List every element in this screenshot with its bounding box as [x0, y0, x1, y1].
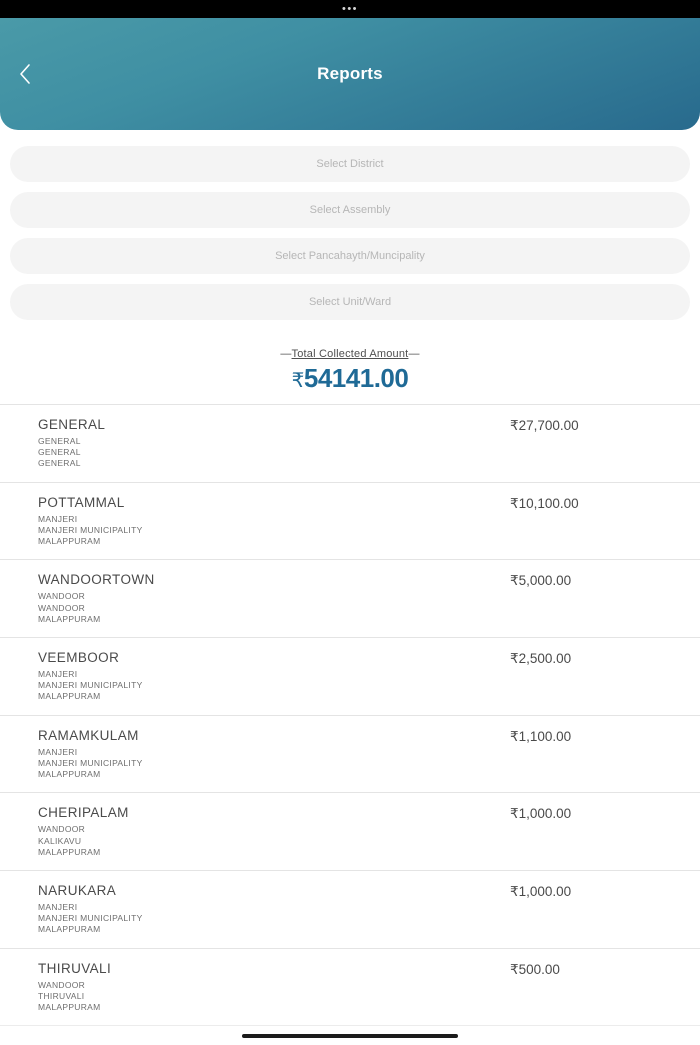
total-collected-amount — [0, 363, 700, 394]
select-unit-ward[interactable] — [10, 284, 690, 320]
row-subline-3: MALAPPURAM — [38, 924, 101, 935]
row-subline-1: MANJERI — [38, 901, 78, 912]
select-panchayath-municipality[interactable] — [10, 238, 690, 274]
row-amount: ₹27,700.00 — [510, 418, 579, 433]
row-subline-1: WANDOOR — [38, 591, 86, 602]
row-details — [38, 883, 143, 936]
row-subline-1: MANJERI — [38, 668, 78, 679]
row-subline-3: MALAPPURAM — [38, 1002, 101, 1013]
total-label-dash-left: — — [280, 348, 292, 360]
row-subline-1: WANDOOR — [38, 824, 86, 835]
row-details — [38, 650, 143, 703]
total-amount-value: 54141.00 — [303, 363, 409, 393]
table-row[interactable] — [0, 792, 700, 870]
total-collected-label — [0, 348, 700, 360]
row-subline-2: MANJERI MUNICIPALITY — [38, 913, 143, 924]
home-indicator[interactable] — [242, 1034, 458, 1038]
total-label-text: Total Collected Amount — [291, 348, 409, 360]
page-header — [0, 18, 700, 130]
back-button[interactable] — [8, 57, 42, 91]
row-title: RAMAMKULAM — [38, 727, 139, 743]
row-title: THIRUVALI — [38, 960, 112, 976]
rupee-icon: ₹ — [291, 370, 304, 392]
table-row[interactable] — [0, 559, 700, 637]
row-subline-1: MANJERI — [38, 513, 78, 524]
row-details — [38, 728, 143, 781]
row-title: GENERAL — [38, 417, 106, 432]
chevron-left-icon — [18, 63, 32, 85]
row-details — [38, 572, 155, 625]
row-amount: ₹5,000.00 — [510, 573, 572, 589]
row-subline-2: WANDOOR — [38, 602, 86, 613]
table-row[interactable] — [0, 870, 700, 948]
home-indicator-area — [0, 1025, 700, 1045]
row-title: CHERIPALAM — [38, 805, 129, 821]
row-title: POTTAMMAL — [38, 494, 125, 510]
row-subline-3: MALAPPURAM — [38, 769, 101, 780]
total-collected-section — [0, 330, 700, 404]
row-subline-3: MALAPPURAM — [38, 846, 101, 857]
row-subline-2: KALIKAVU — [38, 835, 82, 846]
select-assembly[interactable] — [10, 192, 690, 228]
row-amount: ₹1,000.00 — [510, 883, 572, 899]
row-amount: ₹10,100.00 — [510, 495, 579, 511]
status-dots-icon: ••• — [341, 2, 359, 15]
row-title: WANDOORTOWN — [38, 572, 155, 588]
status-bar — [0, 0, 700, 18]
select-panchayath-placeholder: Select Pancahayth/Muncipality — [275, 250, 425, 262]
total-label-dash-right: — — [408, 348, 420, 360]
report-list[interactable] — [0, 404, 700, 1025]
row-subline-3: GENERAL — [38, 458, 81, 469]
row-subline-2: MANJERI MUNICIPALITY — [38, 524, 143, 535]
row-subline-2: MANJERI MUNICIPALITY — [38, 757, 143, 768]
row-subline-3: MALAPPURAM — [38, 536, 101, 547]
row-subline-1: MANJERI — [38, 746, 78, 757]
row-amount: ₹1,000.00 — [510, 806, 572, 822]
select-assembly-placeholder: Select Assembly — [309, 204, 391, 216]
select-district-placeholder: Select District — [316, 158, 384, 170]
row-amount: ₹2,500.00 — [510, 650, 572, 666]
row-amount: ₹500.00 — [510, 961, 560, 977]
row-details — [38, 495, 143, 548]
row-title: NARUKARA — [38, 882, 117, 898]
table-row[interactable] — [0, 637, 700, 715]
row-details — [38, 961, 111, 1014]
table-row[interactable] — [0, 404, 700, 482]
row-details — [38, 805, 129, 858]
row-subline-3: MALAPPURAM — [38, 613, 101, 624]
filter-panel — [0, 130, 700, 330]
row-subline-2: GENERAL — [38, 447, 81, 458]
table-row[interactable] — [0, 948, 700, 1026]
row-subline-1: WANDOOR — [38, 979, 86, 990]
page-title: Reports — [317, 64, 383, 83]
select-unit-placeholder: Select Unit/Ward — [308, 296, 392, 308]
row-subline-1: GENERAL — [38, 436, 81, 446]
row-amount: ₹1,100.00 — [510, 728, 572, 744]
row-subline-2: THIRUVALI — [38, 990, 85, 1001]
row-title: VEEMBOOR — [38, 649, 120, 665]
row-subline-3: MALAPPURAM — [38, 691, 101, 702]
table-row[interactable] — [0, 715, 700, 793]
row-details — [38, 417, 105, 470]
row-subline-2: MANJERI MUNICIPALITY — [38, 680, 143, 691]
table-row[interactable] — [0, 482, 700, 560]
select-district[interactable] — [10, 146, 690, 182]
